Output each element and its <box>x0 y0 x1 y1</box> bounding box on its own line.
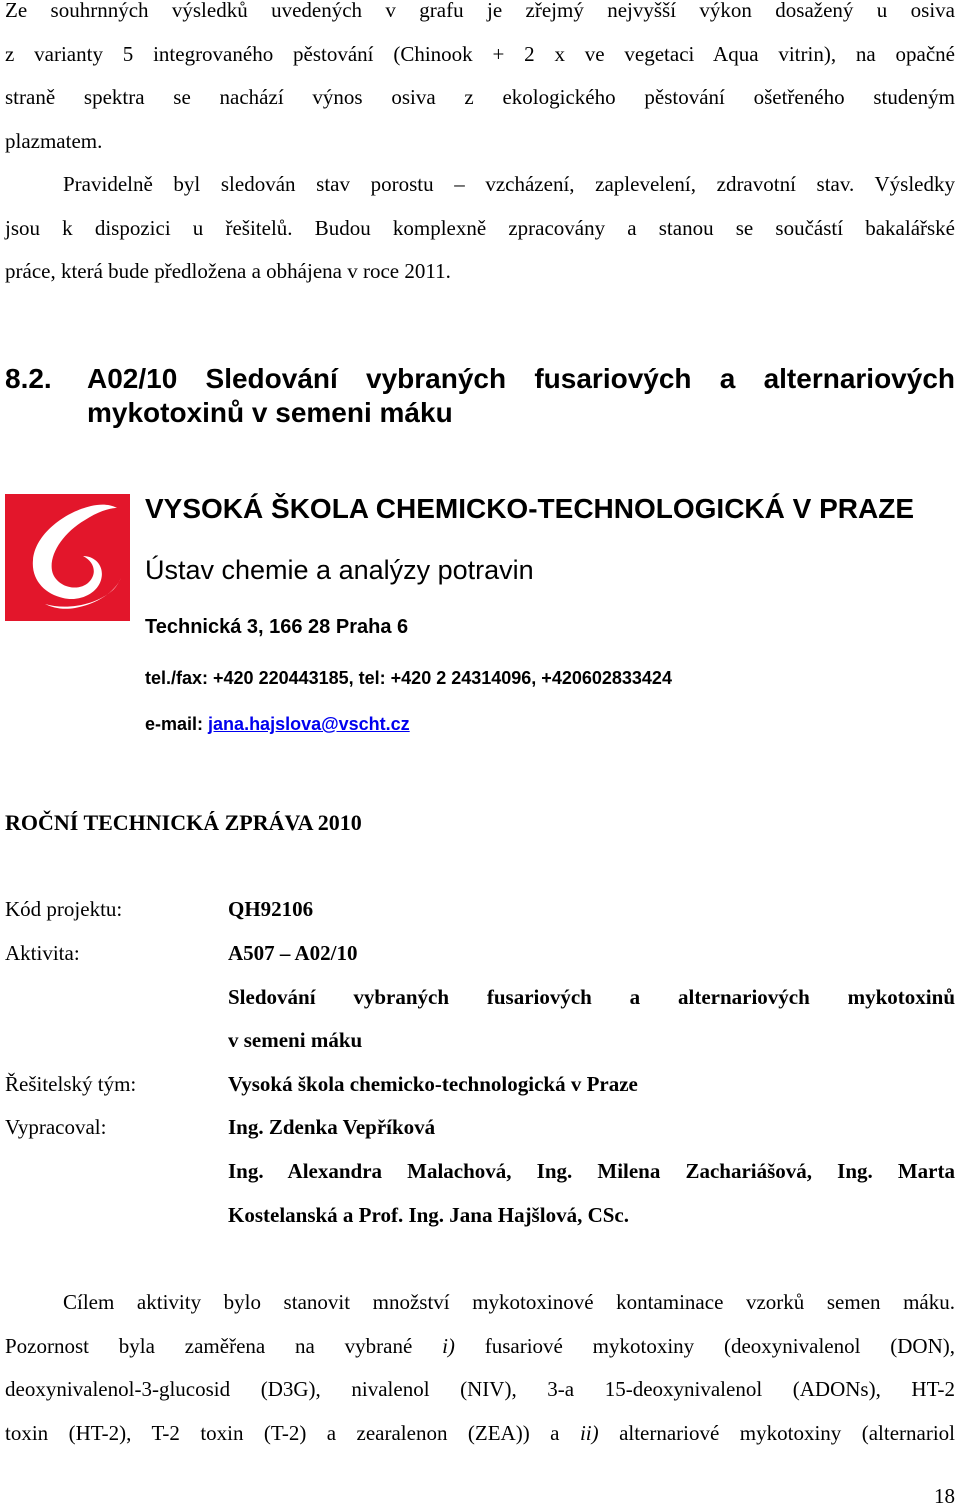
aim-paragraph <box>5 1281 955 1455</box>
institution-phones: tel./fax: +420 220443185, tel: +420 2 24314096, +420602833424 <box>145 668 672 688</box>
intro-line-1: Ze souhrnných výsledků uvedených v grafu je zřejmý nejvyšší výkon dosažený u osiva <box>5 0 955 22</box>
section-number: 8.2. <box>5 363 52 394</box>
coauthors-line-1: Ing. Alexandra Malachová, Ing. Milena Zachariášová, Ing. Marta <box>228 1159 955 1183</box>
aim-item-ii: ii) <box>579 1420 599 1445</box>
second-line-2: jsou k dispozici u řešitelů. Budou komplexně zpracovány a stanou se součástí bakalářské <box>5 215 955 240</box>
institution-department: Ústav chemie a analýzy potravin <box>145 555 534 585</box>
coauthors-line-2: Kostelanská a Prof. Ing. Jana Hajšlová, CSc. <box>228 1203 629 1227</box>
activity-title-line-1: Sledování vybraných fusariových a alternariových mykotoxinů <box>228 985 955 1009</box>
section-title: A02/10 Sledování vybraných fusariových a alternariových mykotoxinů v semeni máku <box>87 363 955 428</box>
author-value: Ing. Zdenka Vepříková <box>228 1115 436 1139</box>
vscht-logo <box>5 494 130 621</box>
intro-line-3: straně spektra se nachází výnos osiva z ekologického pěstování ošetřeného studeným <box>5 85 955 110</box>
section-heading <box>5 362 955 430</box>
team-label: Řešitelský tým: <box>5 1072 137 1096</box>
second-line-1: Pravidelně byl sledován stav porostu – vzcházení, zaplevelení, zdravotní stav. Výsledky <box>63 172 955 196</box>
activity-value: A507 – A02/10 <box>228 941 358 965</box>
intro-line-2: z varianty 5 integrovaného pěstování (Chinook + 2 x ve vegetaci Aqua vitrin), na opačné <box>5 41 955 66</box>
institution-email-row <box>145 714 410 735</box>
report-title: ROČNÍ TECHNICKÁ ZPRÁVA 2010 <box>5 810 362 835</box>
aim-line-3: deoxynivalenol-3-glucosid (D3G), nivalenol (NIV), 3-a 15-deoxynivalenol (ADONs), HT-2 <box>5 1377 955 1402</box>
institution-address: Technická 3, 166 28 Praha 6 <box>145 616 409 638</box>
team-value: Vysoká škola chemicko-technologická v Praze <box>228 1072 638 1096</box>
email-label: e-mail: <box>145 714 204 734</box>
institution-name: VYSOKÁ ŠKOLA CHEMICKO-TECHNOLOGICKÁ V PRAZE <box>145 493 914 524</box>
activity-title-line-2: v semeni máku <box>228 1028 363 1052</box>
aim-item-i: i) <box>442 1333 455 1358</box>
vscht-logo-graphic <box>5 494 130 621</box>
second-line-3: práce, která bude předložena a obhájena v roce 2011. <box>5 259 451 284</box>
aim-line-4a: toxin (HT-2), T-2 toxin (T-2) a zearalenon (ZEA)) a <box>5 1420 560 1445</box>
project-code-label: Kód projektu: <box>5 897 123 921</box>
intro-line-4: plazmatem. <box>5 128 103 153</box>
aim-line-2b: fusariové mykotoxiny (deoxynivalenol (DON), <box>484 1333 955 1358</box>
aim-line-4b: alternariové mykotoxiny (alternariol <box>619 1420 956 1445</box>
second-paragraph <box>5 163 955 294</box>
aim-line-4 <box>5 1412 955 1456</box>
activity-label: Aktivita: <box>5 941 80 965</box>
aim-line-2a: Pozornost byla zaměřena na vybrané <box>5 1333 413 1358</box>
aim-line-1: Cílem aktivity bylo stanovit množství mykotoxinové kontaminace vzorků semen máku. <box>63 1290 955 1314</box>
email-link[interactable]: jana.hajslova@vscht.cz <box>208 714 410 734</box>
page-number: 18 <box>934 1484 955 1508</box>
intro-paragraph <box>5 0 955 163</box>
project-code: QH92106 <box>228 897 314 921</box>
aim-line-2 <box>5 1325 955 1369</box>
author-label: Vypracoval: <box>5 1115 107 1139</box>
